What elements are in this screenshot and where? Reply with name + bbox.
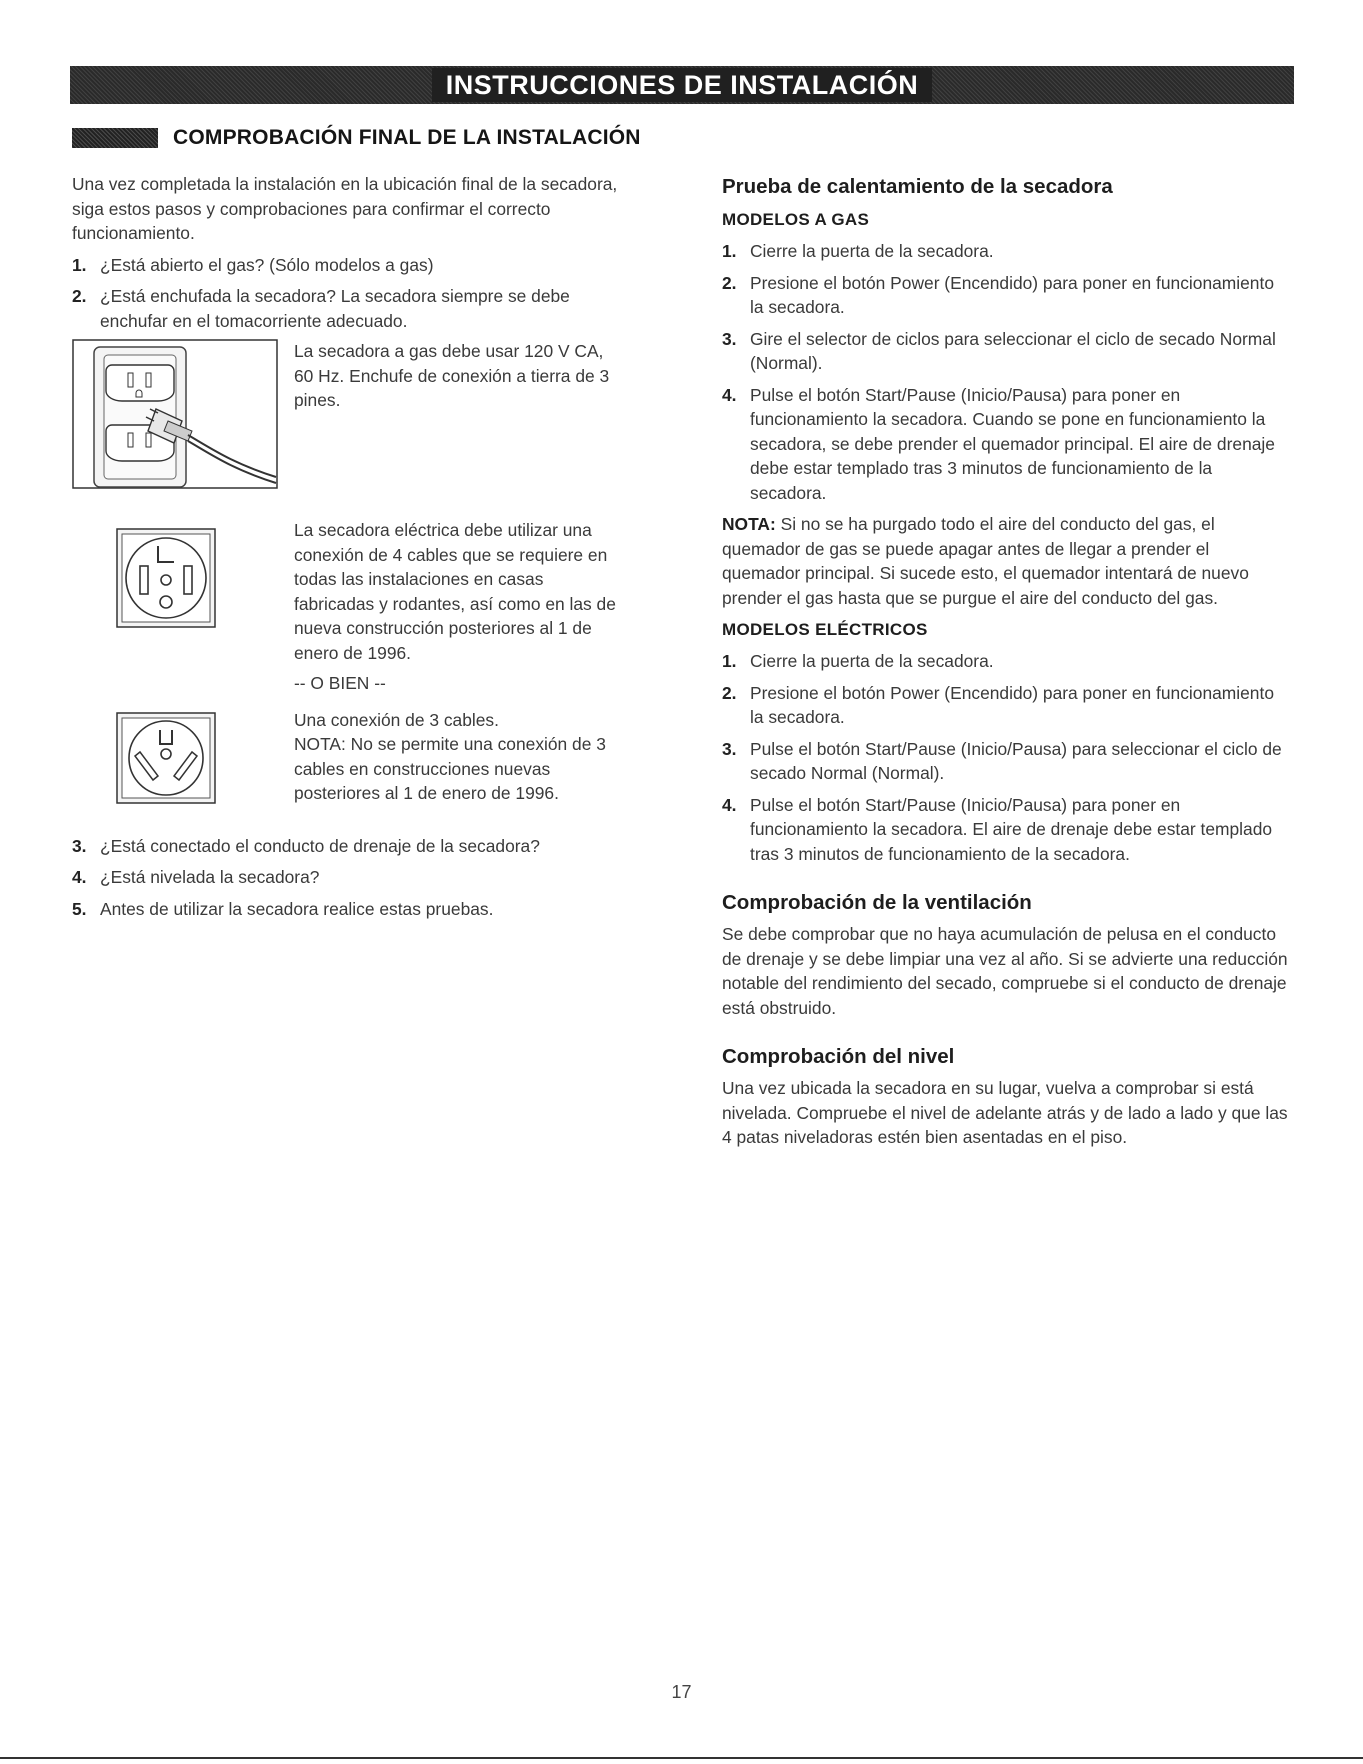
item-text: Presione el botón Power (Encendido) para poner en funcionamiento la secadora. xyxy=(750,272,1274,317)
list-item xyxy=(722,737,1292,786)
section-header xyxy=(72,126,641,150)
list-item xyxy=(72,897,632,922)
note-text: Si no se ha purgado todo el aire del conducto del gas, el quemador de gas se puede apagar antes de llegar a prender el quemador principal. Si sucede esto, el quemador intentará de nuevo prender el gas hasta que se purgue el aire del conducto del gas. xyxy=(722,514,1249,608)
or-separator: -- O BIEN -- xyxy=(294,673,386,693)
page-number: 17 xyxy=(671,1682,692,1702)
item-number: 1. xyxy=(72,254,87,275)
item-number: 4. xyxy=(72,867,87,887)
item-number: 1. xyxy=(722,241,737,261)
list-item xyxy=(72,834,632,859)
item-text: ¿Está enchufada la secadora? La secadora siempre se debe enchufar en el tomacorriente adecuado. xyxy=(100,286,570,331)
figure-3wire-caption: Una conexión de 3 cables. xyxy=(294,709,499,730)
item-text: Gire el selector de ciclos para seleccionar el ciclo de secado Normal (Normal). xyxy=(750,328,1276,373)
item-number: 2. xyxy=(722,682,737,703)
list-item xyxy=(722,649,1292,674)
item-number: 3. xyxy=(72,835,87,856)
figure-4wire xyxy=(72,518,632,696)
list-item xyxy=(72,253,632,278)
item-number: 3. xyxy=(722,738,737,759)
right-column xyxy=(722,174,1292,1150)
level-check-title: Comprobación del nivel xyxy=(722,1045,955,1068)
item-text: Pulse el botón Start/Pause (Inicio/Pausa) para poner en funcionamiento la secadora. El aire de drenaje debe estar templado tras 3 minutos de funcionamiento de la secadora. xyxy=(750,794,1273,864)
four-wire-receptacle-icon xyxy=(116,518,264,696)
level-check-text: Una vez ubicada la secadora en su lugar, vuelva a comprobar si está nivelada. Compruebe el nivel de adelante atrás y de lado a lado y que las 4 patas niveladoras estén bien asentadas en el piso. xyxy=(722,1078,1288,1147)
page-banner xyxy=(70,66,1294,104)
item-number: 3. xyxy=(722,328,737,349)
item-text: ¿Está abierto el gas? (Sólo modelos a gas) xyxy=(100,254,434,275)
item-text: Cierre la puerta de la secadora. xyxy=(750,241,994,261)
item-number: 4. xyxy=(722,794,737,815)
heat-test-title: Prueba de calentamiento de la secadora xyxy=(722,175,1113,198)
section-marker-bar xyxy=(72,128,158,148)
figure-gas-caption: La secadora a gas debe usar 120 V CA, 60 Hz. Enchufe de conexión a tierra de 3 pines. xyxy=(294,341,610,410)
intro-paragraph: Una vez completada la instalación en la ubicación final de la secadora, siga estos pasos y comprobaciones para confirmar el correcto funcionamiento. xyxy=(72,174,618,243)
banner-title: INSTRUCCIONES DE INSTALACIÓN xyxy=(432,68,933,102)
vent-check-title: Comprobación de la ventilación xyxy=(722,891,1032,914)
item-text: Presione el botón Power (Encendido) para poner en funcionamiento la secadora. xyxy=(750,682,1274,727)
note-label: NOTA: xyxy=(722,514,776,534)
electric-models-title: MODELOS ELÉCTRICOS xyxy=(722,620,928,639)
item-text: Pulse el botón Start/Pause (Inicio/Pausa) para seleccionar el ciclo de secado Normal (Normal). xyxy=(750,738,1282,783)
item-number: 2. xyxy=(722,272,737,293)
item-number: 1. xyxy=(722,651,737,671)
item-text: Antes de utilizar la secadora realice estas pruebas. xyxy=(100,898,494,919)
list-item xyxy=(72,284,632,333)
item-number: 5. xyxy=(72,898,87,919)
list-item xyxy=(722,239,1292,264)
item-text: Cierre la puerta de la secadora. xyxy=(750,651,994,671)
three-wire-receptacle-icon xyxy=(116,708,264,809)
item-text: Pulse el botón Start/Pause (Inicio/Pausa) para poner en funcionamiento la secadora. Cuando se pone en funcionamiento la secadora, se debe prender el quemador principal. El aire de drenaje debe estar templado tras 3 minutos de funcionamiento de la secadora. xyxy=(750,384,1275,503)
list-item xyxy=(722,681,1292,730)
figure-3wire-note: NOTA: No se permite una conexión de 3 cables en construcciones nuevas posteriores al 1 de enero de 1996. xyxy=(294,734,606,803)
figure-gas-outlet xyxy=(72,339,632,494)
list-item xyxy=(722,793,1292,867)
vent-check-text: Se debe comprobar que no haya acumulación de pelusa en el conducto de drenaje y se debe limpiar una vez al año. Si se advierte una reducción notable del rendimiento del secado, compruebe si el conducto de drenaje está obstruido. xyxy=(722,924,1288,1018)
item-text: ¿Está nivelada la secadora? xyxy=(100,867,320,887)
figure-3wire xyxy=(72,708,632,809)
bottom-rule xyxy=(0,1757,1363,1759)
gas-models-title: MODELOS A GAS xyxy=(722,210,870,229)
three-prong-outlet-icon xyxy=(72,339,282,494)
item-text: ¿Está conectado el conducto de drenaje de la secadora? xyxy=(100,835,540,856)
list-item xyxy=(72,865,632,890)
list-item xyxy=(722,383,1292,506)
list-item xyxy=(722,327,1292,376)
section-title: COMPROBACIÓN FINAL DE LA INSTALACIÓN xyxy=(173,126,641,149)
item-number: 4. xyxy=(722,384,737,405)
gas-note xyxy=(722,512,1292,610)
list-item xyxy=(722,271,1292,320)
left-column xyxy=(72,172,632,921)
figure-4wire-caption: La secadora eléctrica debe utilizar una conexión de 4 cables que se requiere en todas las instalaciones en casas fabricadas y rodantes, así como en las de nueva construcción posteriores al 1 de enero de 1996. xyxy=(294,520,616,663)
item-number: 2. xyxy=(72,286,87,306)
